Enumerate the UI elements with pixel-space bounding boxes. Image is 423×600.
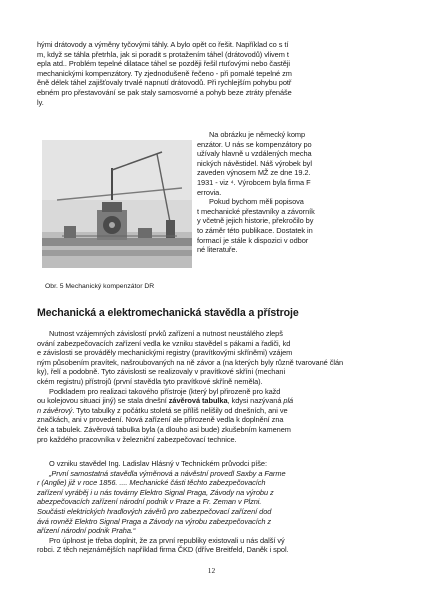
text-line: Podkladem pro realizaci takového přístroje (který byl přirozeně pro každ xyxy=(49,386,281,396)
text-line: Pokud bychom měli popisova xyxy=(209,197,304,207)
text-line: O vzniku stavědel Ing. Ladislav Hlásný v Technickém průvodci píše: xyxy=(49,459,267,468)
text-line: mechanickými kompenzátory. Ty zjednodušeně řečeno - při pomalé tepelné zm xyxy=(37,68,292,78)
text-line: ckém registru) přístrojů (první stavědla tyto pravítkové skříně neměla). xyxy=(37,376,263,386)
section-heading: Mechanická a elektromechanická stavědla a přístroje xyxy=(37,307,299,319)
page-number: 12 xyxy=(207,566,216,575)
text-line: značkách, ani v provedení. Nová zařízení ale přirozeně vedla k doplnění zna xyxy=(37,415,284,425)
side-paragraph xyxy=(197,130,387,255)
text-line: pro každého pracovníka v železniční zabezpečovací technice. xyxy=(37,434,237,444)
text-line rich: ou kolejovou situaci jiný) se stala dnešní závěrová tabulka, kdysi nazývaná plá xyxy=(37,396,294,406)
quote-line: r (Anglie) již v roce 1856. .... Mechanické části těchto zabezpečovacích xyxy=(37,478,266,488)
text-line: né literatuře. xyxy=(197,245,238,255)
text-line: ly. xyxy=(37,97,44,107)
compensator-photo xyxy=(42,140,192,268)
text-line: 1931 - viz ⁴. Výrobcem byla firma F xyxy=(197,177,311,187)
quote-line: zařízení vyráběj i u nás továrny Elektro Signal Praga, Závody na výrobu z xyxy=(37,487,274,497)
body-paragraph xyxy=(37,329,387,444)
quote-line: Součásti elektrických hradlových závěrů pro zabezpečovací zařízení dod xyxy=(37,506,272,516)
quote-line: abezpečovacích zařízení národní podnik v Praze a Fr. Zeman v Plzni. xyxy=(37,497,262,507)
quote-line: ařízení národní podnik Praha.“ xyxy=(37,526,136,536)
text-line: Pro úplnost je třeba doplnit, že za první republiky existovali u nás další vý xyxy=(49,535,285,545)
text-line: užívaly hlavně u vzdálených mecha xyxy=(197,149,312,159)
text-line: enzátor. U nás se kompenzátory po xyxy=(197,139,312,149)
text-line: ebném pro přestavování se pak staly samosvorné a pohyb beze ztráty přenáše xyxy=(37,87,292,97)
text-line: ček a tabulek. Závěrová tabulka byla (a dlouho asi bude) zkušebním kamenem xyxy=(37,424,291,434)
text-line: t mechanické přestavníky a závorník xyxy=(197,206,315,216)
compensator-illustration xyxy=(42,140,192,268)
text-line: ěně délek táhel zajišťovaly trvalé napnutí drátovodů. Při rychlejším pohybu potř xyxy=(37,78,292,88)
quote-line: „První samostatná stavědla výměnová a návěstní provedl Saxby a Farme xyxy=(49,468,286,478)
text-line: ování zabezpečovacích zařízení vedla ke vzniku stavědel s pákami a řadiči, kd xyxy=(37,338,291,348)
text-line: errovia. xyxy=(197,187,222,197)
text-line: to záměr této publikace. Dostatek in xyxy=(197,225,313,235)
text-line: m, když se táhla přetrhla, jak si poradit s protažením táhel (drátovodů) vlivem t xyxy=(37,49,289,59)
text-line: zaveden výnosem MŽ ze dne 19.2. xyxy=(197,168,311,178)
text-line: formací je stále k dispozici v odbor xyxy=(197,235,309,245)
text-line: y včetně jejich historie, překročilo by xyxy=(197,216,314,226)
text-line rich: n závěrový. Tyto tabulky z počátku stoletá se příliš nelišily od dnešních, ani ve xyxy=(37,405,288,415)
text-line: ným působením pravítek, našroubovaných na ně závor a (na kterých byly různě tvarované člán xyxy=(37,357,344,367)
figure-caption: Obr. 5 Mechanický kompenzátor DR xyxy=(45,283,155,290)
text-line: hými drátovody a výměny tyčovými táhly. A bylo opět co řešit. Například co s tí xyxy=(37,40,289,49)
text-line: nických návěstidel. Náš výrobek byl xyxy=(197,158,312,168)
text-line: Na obrázku je německý komp xyxy=(209,130,306,139)
text-line: epla atd.. Problém tepelné dilatace táhel se později řešil rtuťovými nebo častěji xyxy=(37,59,291,69)
text-line: Nutnost vzájemných závislostí prvků zařízení a nutnost neustálého zlepš xyxy=(49,329,283,338)
intro-paragraph xyxy=(37,40,387,107)
text-line: ky), řelí a podobně. Tyto závislosti se realizovaly v pravítkové skříni (mechani xyxy=(37,367,286,377)
text-line: e závislosti se prováděly mechanickými registry (pravítkovými skříněmi) vzájem xyxy=(37,348,293,358)
text-line: robci. Z těch nejznámějších například firma ČKD (dříve Breitfeld, Daněk i spol. xyxy=(37,545,289,555)
quote-line: ává rovněž Elektro Signal Praga a Závody na výrobu zabezpečovacích z xyxy=(37,516,272,526)
quote-paragraph xyxy=(37,459,387,555)
